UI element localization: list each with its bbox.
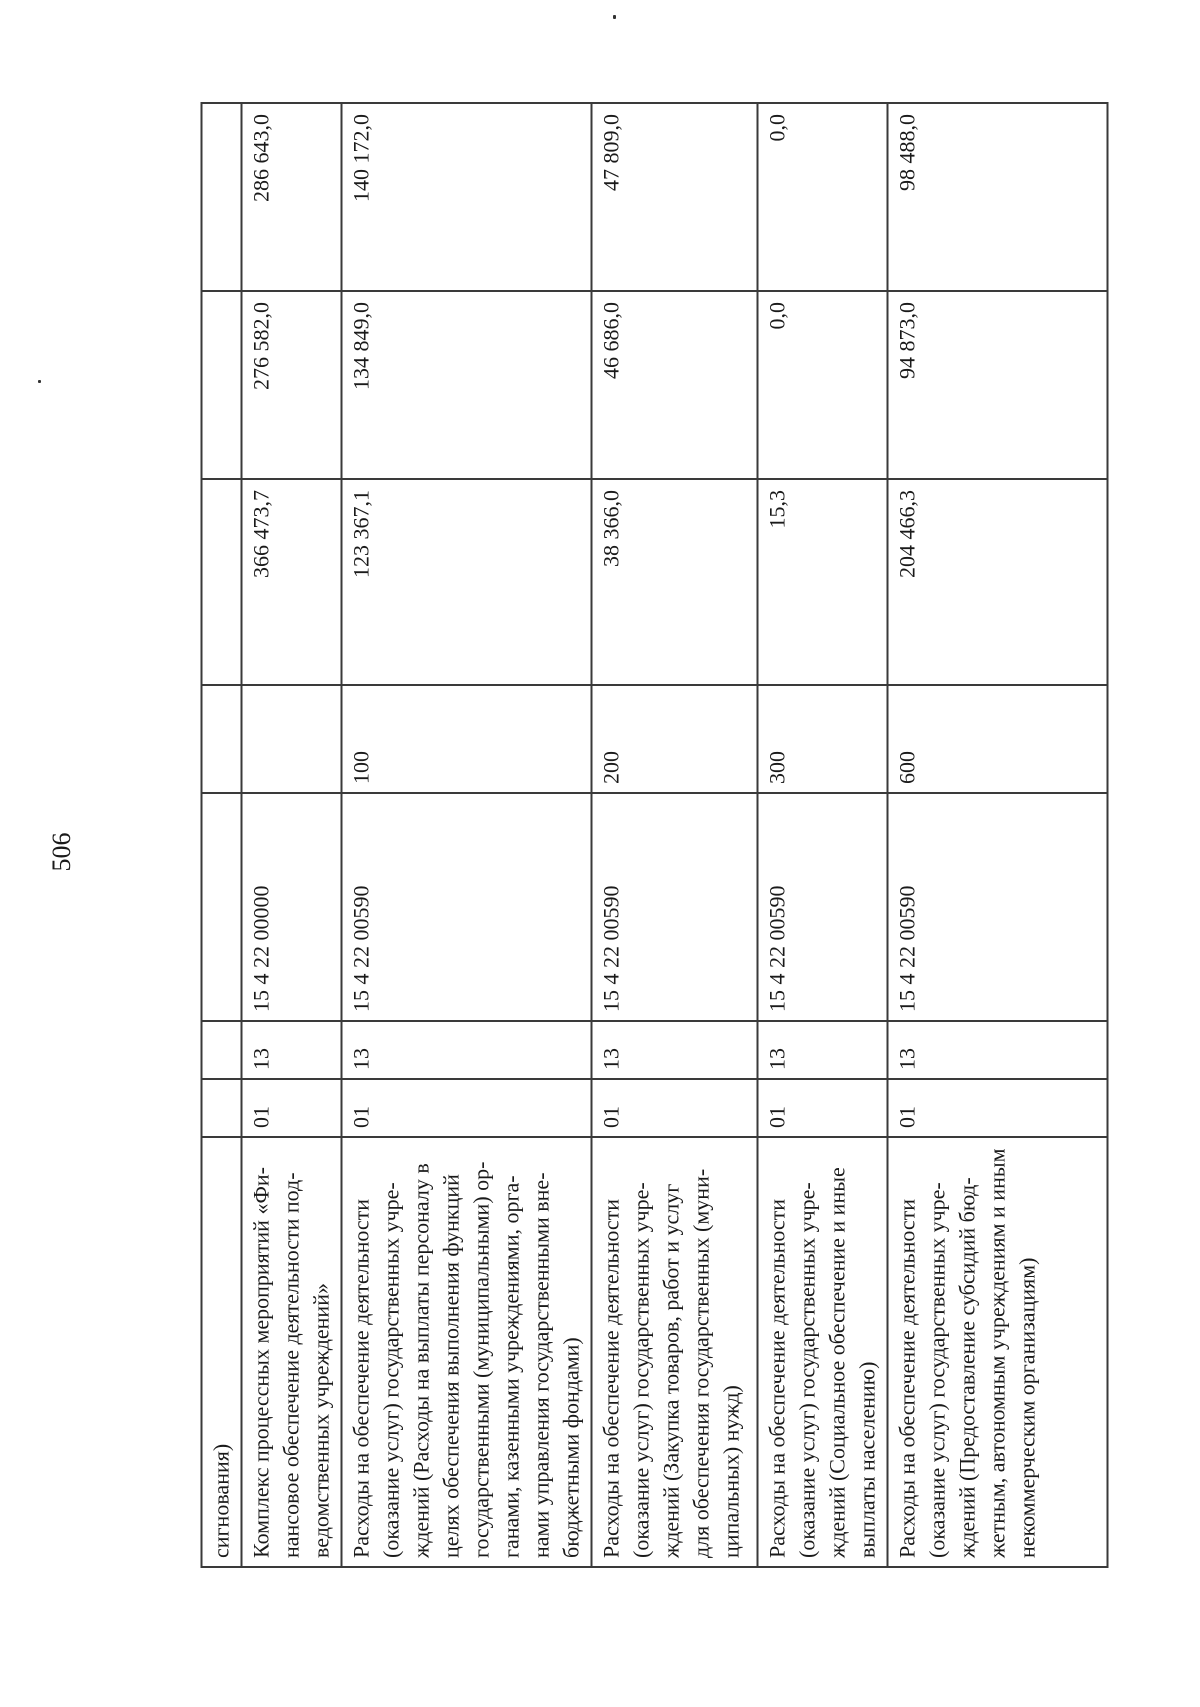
target-article-code: 15 4 22 00590	[342, 793, 592, 1021]
subsection-code: 13	[242, 1021, 342, 1079]
table-row	[888, 103, 1108, 1567]
amount-year-1: 123 367,1	[342, 479, 592, 685]
section-code: 01	[888, 1079, 1108, 1137]
scan-speck	[613, 15, 616, 19]
scan-speck	[38, 380, 41, 383]
target-article-code: 15 4 22 00590	[592, 793, 758, 1021]
section-code: 01	[592, 1079, 758, 1137]
empty-cell	[202, 685, 242, 793]
header-continuation-cell: сигнования)	[202, 1137, 242, 1567]
amount-year-2: 46 686,0	[592, 291, 758, 479]
empty-cell	[202, 1021, 242, 1079]
amount-year-3: 286 643,0	[242, 103, 342, 291]
amount-year-1: 38 366,0	[592, 479, 758, 685]
subsection-code: 13	[888, 1021, 1108, 1079]
section-code: 01	[242, 1079, 342, 1137]
empty-cell	[202, 1079, 242, 1137]
target-article-code: 15 4 22 00590	[888, 793, 1108, 1021]
empty-cell	[202, 479, 242, 685]
expense-type-code: 100	[342, 685, 592, 793]
table-row	[342, 103, 592, 1567]
empty-cell	[202, 291, 242, 479]
page-number: 506	[47, 832, 76, 872]
expense-type-code: 200	[592, 685, 758, 793]
amount-year-2: 94 873,0	[888, 291, 1108, 479]
row-description: Расходы на обеспечение деятельности (оказание услуг) государственных учре-ждений (Социальное обеспечение и иные выплаты населению)	[758, 1137, 888, 1567]
amount-year-2: 0,0	[758, 291, 888, 479]
section-code: 01	[342, 1079, 592, 1137]
amount-year-1: 204 466,3	[888, 479, 1108, 685]
budget-table	[201, 102, 1109, 1568]
amount-year-3: 98 488,0	[888, 103, 1108, 291]
amount-year-1: 15,3	[758, 479, 888, 685]
amount-year-1: 366 473,7	[242, 479, 342, 685]
empty-cell	[202, 793, 242, 1021]
subsection-code: 13	[342, 1021, 592, 1079]
row-description: Расходы на обеспечение деятельности (оказание услуг) государственных учре-ждений (Расходы на выплаты персоналу в целях обеспечения выполнения функций государственными (муниципальными) ор-ганами, казенными учреждениями, орга-нами управления государственными вне-бюджетными фондами)	[342, 1137, 592, 1567]
budget-table-rotated	[201, 104, 1096, 1568]
row-description: Расходы на обеспечение деятельности (оказание услуг) государственных учре-ждений (Предоставление субсидий бюд-жетным, автономным учреждениям и иным некоммерческим организациям)	[888, 1137, 1108, 1567]
expense-type-code: 600	[888, 685, 1108, 793]
amount-year-2: 134 849,0	[342, 291, 592, 479]
row-description: Комплекс процессных мероприятий «Фи-нансовое обеспечение деятельности под-ведомственных учреждений»	[242, 1137, 342, 1567]
table-row	[758, 103, 888, 1567]
row-description: Расходы на обеспечение деятельности (оказание услуг) государственных учре-ждений (Закупка товаров, работ и услуг для обеспечения государственных (муни-ципальных) нужд)	[592, 1137, 758, 1567]
amount-year-2: 276 582,0	[242, 291, 342, 479]
amount-year-3: 0,0	[758, 103, 888, 291]
subsection-code: 13	[592, 1021, 758, 1079]
target-article-code: 15 4 22 00590	[758, 793, 888, 1021]
table-row	[242, 103, 342, 1567]
amount-year-3: 47 809,0	[592, 103, 758, 291]
empty-cell	[202, 103, 242, 291]
amount-year-3: 140 172,0	[342, 103, 592, 291]
table-row-header-continuation	[202, 103, 242, 1567]
expense-type-code	[242, 685, 342, 793]
table-row	[592, 103, 758, 1567]
expense-type-code: 300	[758, 685, 888, 793]
target-article-code: 15 4 22 00000	[242, 793, 342, 1021]
subsection-code: 13	[758, 1021, 888, 1079]
section-code: 01	[758, 1079, 888, 1137]
